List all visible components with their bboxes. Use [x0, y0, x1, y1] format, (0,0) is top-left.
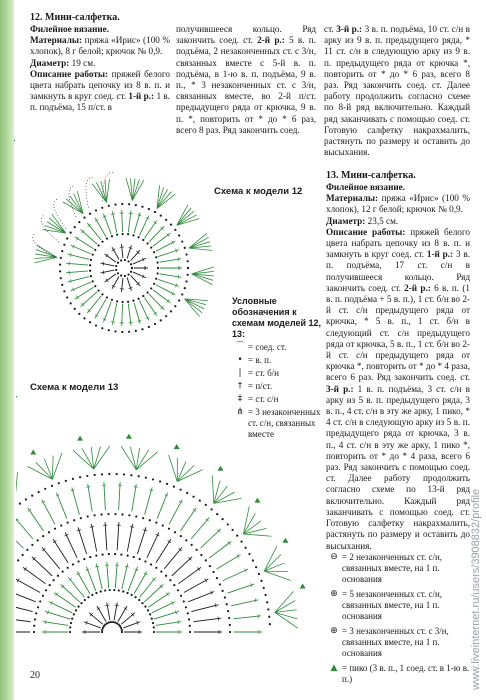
cluster-icon: ⋔ [236, 407, 244, 417]
legend-text: = 2 незаконченных ст. с/н, связанных вместе, на 1 п. основания [342, 552, 443, 584]
legend-text: = в. п. [248, 355, 272, 365]
single-crochet-icon: | [238, 368, 242, 378]
legend-item [232, 355, 322, 366]
desc-label: Описание работы: [30, 68, 109, 79]
model13-diameter [326, 216, 470, 227]
legend-item [326, 663, 476, 685]
desc-text: пряжей белого цвета набрать цепочку из 8 в. п. и замкнуть в круг соед. ст. [30, 68, 171, 102]
legend-text: = пико (3 в. п., 1 соед. ст. в 1-ю в. п.) [342, 663, 470, 684]
legend-item [232, 368, 322, 379]
model13-materials [326, 193, 470, 215]
legend-text: = ст. б/н [248, 368, 279, 378]
model12-description [30, 69, 170, 114]
schema13-label: Схема к модели 13 [30, 382, 119, 393]
materials-label: Материалы: [326, 193, 379, 204]
legend-text: = ст. с/н [248, 394, 279, 404]
materials-label: Материалы: [30, 35, 83, 46]
model12-text-col2 [176, 24, 316, 136]
diameter-label: Диаметр: [30, 57, 70, 68]
legend-model13 [326, 550, 476, 689]
materials-text: пряжа «Ирис» (100 % хлопок), 12 г белой; крючок № 0,9. [326, 193, 471, 215]
row2-text: 6 в. п. (1 в. п. подъёма + 5 в. п.), 1 ст. б/н во 2-й ст. с/н предыдущего ряда от крючка, * 5 в. п., 1 ст. б/н в следующий ст. с/н предыдущего ряда от крючка, 5 в. п., 1 ст. б/н во 2-й ст. с/н предыдущего ряда от крючка *, повторить от * до * 4 раза, всего 6 раз. Ряд закончить соед. ст. [326, 282, 470, 383]
legend-text: = 3 незаконченных ст. с/н, связанных вместе [248, 407, 321, 439]
double-crochet-icon: ‡ [237, 394, 243, 404]
page-number: 20 [30, 670, 40, 681]
row3-text: 1 в. п. подъёма, 3 ст. с/н в арку из 5 в. п. предыдущего ряда, 3 в. п., 4 ст. с/н в эту же арку, 1 пико, * 4 ст. с/н в следующую арку из 5 в. п. предыдущего ряда от крючка, 3 в. п., 4 ст. с/н в эту же арку, 1 пико *, повторить от * до * 4 раза, всего 6 раз. Ряд закончить с помощью соед. ст. Далее работу продолжить согласно схеме по 13-й ряд включительно. Каждый ряд заканчивать с помощью соед. ст. Готовую салфетку накрахмалить, растянуть по размеру и оставить до высыхания. [326, 383, 471, 551]
col2-text-b: 5 в. п. подъёма, 2 незаконченных ст. с 3/н, связанных вместе с 5-й в. п. подъёма, в 1-ю в. п. подъёма, 9 в. п., * 3 незаконченных ст. с 3/н, связанных вместе, во 2-й п/ст. предыдущего ряда от крючка, 9 в. п. *, повторить от * до * 6 раз, всего 8 раз. Ряд закончить соед. [176, 35, 316, 135]
model13-title: 13. Мини-салфетка. [326, 170, 416, 181]
model12-text-col3 [324, 24, 470, 158]
legend-item [232, 407, 322, 440]
col2-text-a: получившееся кольцо. Ряд закончить соед. ст. [176, 24, 316, 46]
model12-diameter [30, 58, 170, 69]
model13-description [326, 227, 470, 552]
legend-item [232, 394, 322, 405]
desc-label: Описание работы: [326, 226, 406, 237]
row1-text: 1 в. п. подъёма, 15 п/ст. в [30, 91, 171, 113]
col3-text-b: 3 в. п. подъёма, 10 ст. с/н в арку из 9 в. п. предыдущего ряда, * 11 ст. с/н в следующую арку из 9 в. п. предыдущего ряда от крючка *, повторить от * до * 6 раз, всего 8 раз. Ряд закончить соед. ст. Далее работу продолжить согласно схеме по 8-й ряд включительно. Каждый ряд заканчивать с помощью соед. ст. Готовую салфетку накрахмалить, растянуть по размеру и оставить до высыхания. [324, 24, 471, 158]
diameter-text: 19 см. [71, 57, 96, 68]
chain-stitch-icon: • [237, 355, 243, 365]
row2-label: 2-й р.: [404, 282, 431, 293]
row3-label: 3-й р.: [336, 24, 363, 34]
cluster-5-icon: ⊕ [330, 589, 338, 599]
diagram12-group [14, 140, 214, 333]
picot-icon: ▲ [330, 663, 338, 673]
row1-label: 1-й р.: [426, 249, 454, 260]
row2-label: 2-й р.: [257, 35, 285, 46]
cluster-3-icon: ⊕ [330, 626, 338, 636]
watermark: www.liveinternet.ru/users/3908832/profile [470, 488, 482, 690]
model12-row-continued [176, 24, 316, 136]
model12-subtitle: Филейное вязание. [30, 24, 110, 34]
schema12-label: Схема к модели 12 [214, 186, 303, 197]
row1-label: 1-й р.: [128, 91, 155, 102]
legend-text: = соед. ст. [248, 342, 287, 352]
row3-label: 3-й р.: [326, 383, 354, 394]
diameter-label: Диаметр: [326, 215, 366, 226]
legend-common [232, 296, 322, 440]
legend-item [326, 552, 476, 585]
model13-text [326, 170, 470, 552]
row1-text: 3 в. п. подъёма, 17 ст. с/н в получившееся кольцо. Ряд закончить соед. ст. [326, 249, 471, 293]
legend-header: Условные обозначения к схемам моделей 12, 13: [232, 296, 322, 339]
model12-title: 12. Мини-салфетка. [30, 12, 120, 23]
cluster-2-icon: ⊖ [330, 552, 338, 562]
desc-text: пряжей белого цвета набрать цепочку из 8 в. п. и замкнуть в круг соед. ст. [326, 226, 471, 260]
col3-text-a: ст. [324, 24, 334, 34]
materials-text: пряжа «Ирис» (100 % хлопок), 8 г белой; крючок № 0,9. [30, 35, 171, 57]
legend-item [326, 626, 476, 659]
legend-text: = 5 незаконченных ст. с/н, связанных вместе, на 1 п. основания [342, 589, 443, 621]
model12-text-col1 [30, 12, 170, 114]
model13-subtitle: Филейное вязание. [326, 182, 406, 192]
half-double-icon: † [237, 381, 243, 391]
model12-row3 [324, 24, 470, 158]
legend-text: = 3 незаконченных ст. с 3/н, связанных вместе, на 1 п. основания [342, 626, 449, 658]
legend-item [326, 589, 476, 622]
legend-text: = п/ст. [248, 381, 273, 391]
slip-stitch-icon: ⌒ [235, 342, 245, 352]
model12-materials [30, 35, 170, 57]
green-side-band [0, 0, 14, 700]
legend-item [232, 342, 322, 353]
legend-item [232, 381, 322, 392]
diameter-text: 23,5 см. [367, 215, 399, 226]
